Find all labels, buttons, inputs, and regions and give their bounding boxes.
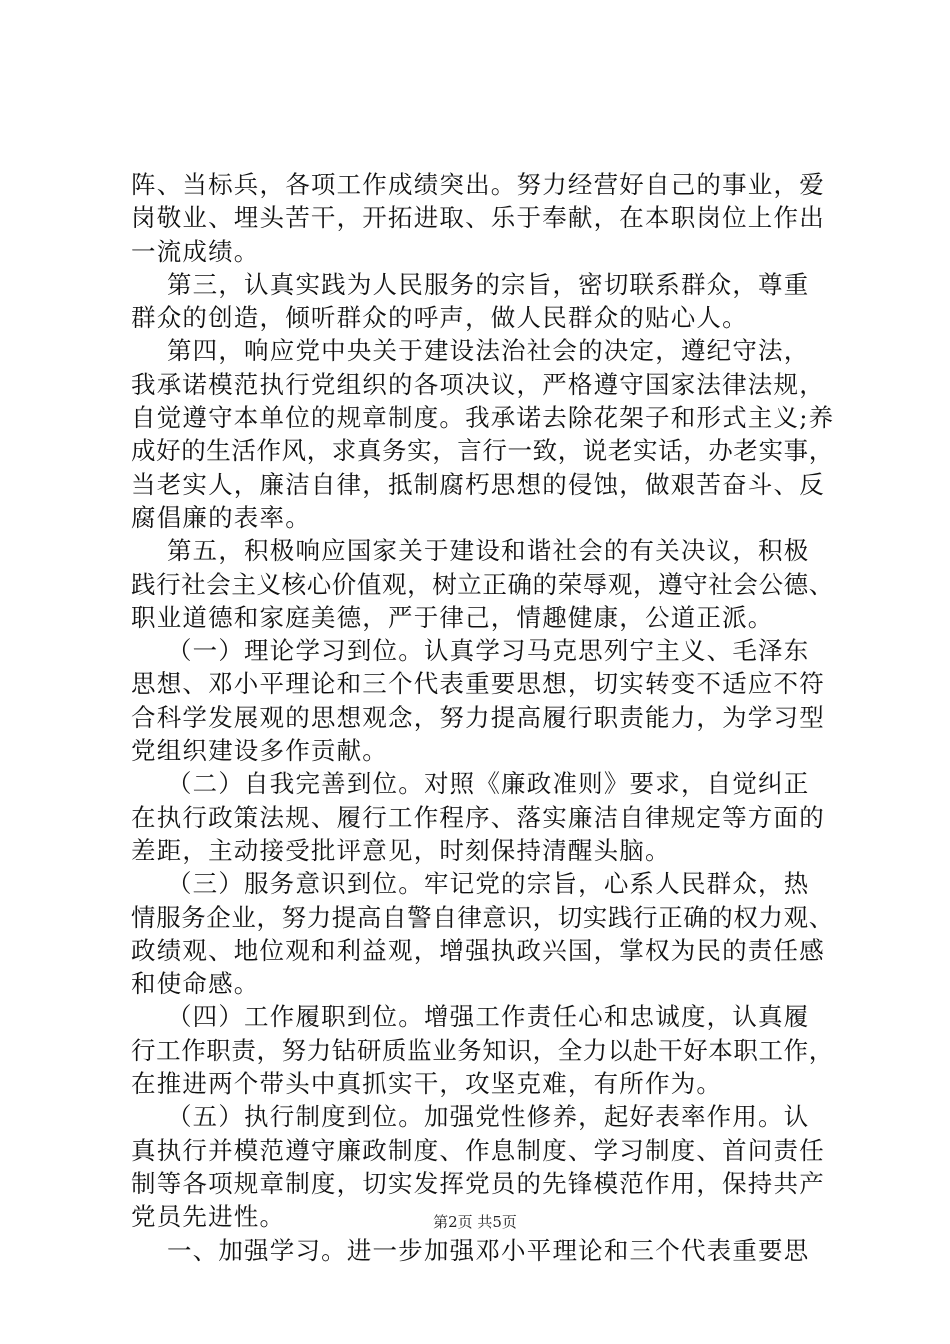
text-line: 践行社会主义核心价值观，树立正确的荣辱观，遵守社会公德、	[131, 569, 834, 599]
text-line: （三）服务意识到位。牢记党的宗旨，心系人民群众，热	[131, 869, 810, 899]
text-line: 成好的生活作风，求真务实，言行一致，说老实话，办老实事，	[131, 436, 834, 466]
text-line: 党员先进性。	[131, 1202, 286, 1232]
text-line: （五）执行制度到位。加强党性修养，起好表率作用。认	[131, 1102, 810, 1132]
text-line: 第三，认真实践为人民服务的宗旨，密切联系群众，尊重	[131, 269, 810, 299]
text-line: 真执行并模范遵守廉政制度、作息制度、学习制度、首问责任	[131, 1135, 825, 1165]
text-line: 差距，主动接受批评意见，时刻保持清醒头脑。	[131, 835, 671, 865]
text-line: 行工作职责，努力钻研质监业务知识，全力以赴干好本职工作，	[131, 1035, 834, 1065]
body-text	[131, 168, 836, 1267]
text-line: 在执行政策法规、履行工作程序、落实廉洁自律规定等方面的	[131, 802, 825, 832]
text-line: 当老实人，廉洁自律，抵制腐朽思想的侵蚀，做艰苦奋斗、反	[131, 469, 825, 499]
page-footer: 第2页 共5页	[433, 1213, 517, 1231]
text-line: 思想、邓小平理论和三个代表重要思想，切实转变不适应不符	[131, 669, 825, 699]
text-line: （二）自我完善到位。对照《廉政准则》要求，自觉纠正	[131, 769, 810, 799]
text-line: 第四，响应党中央关于建设法治社会的决定，遵纪守法，	[131, 336, 810, 366]
text-line: 自觉遵守本单位的规章制度。我承诺去除花架子和形式主义;养	[131, 403, 835, 433]
text-line: 第五，积极响应国家关于建设和谐社会的有关决议，积极	[131, 536, 810, 566]
text-line: 制等各项规章制度，切实发挥党员的先锋模范作用，保持共产	[131, 1168, 825, 1198]
text-line: （一）理论学习到位。认真学习马克思列宁主义、毛泽东	[131, 636, 810, 666]
text-line: 和使命感。	[131, 969, 260, 999]
text-line: 合科学发展观的思想观念，努力提高履行职责能力，为学习型	[131, 702, 825, 732]
text-line: 群众的创造，倾听群众的呼声，做人民群众的贴心人。	[131, 303, 748, 333]
text-line: 我承诺模范执行党组织的各项决议，严格遵守国家法律法规，	[131, 369, 825, 399]
text-line: 政绩观、地位观和利益观，增强执政兴国，掌权为民的责任感	[131, 935, 825, 965]
text-line: 岗敬业、埋头苦干，开拓进取、乐于奉献，在本职岗位上作出	[131, 203, 825, 233]
text-line: 在推进两个带头中真抓实干，攻坚克难，有所作为。	[131, 1069, 723, 1099]
text-line: 情服务企业，努力提高自警自律意识，切实践行正确的权力观、	[131, 902, 834, 932]
text-line: 职业道德和家庭美德，严于律己，情趣健康，公道正派。	[131, 602, 774, 632]
text-line: 党组织建设多作贡献。	[131, 736, 388, 766]
text-line: （四）工作履职到位。增强工作责任心和忠诚度，认真履	[131, 1002, 810, 1032]
text-line: 腐倡廉的表率。	[131, 502, 311, 532]
text-line: 一流成绩。	[131, 236, 260, 266]
text-line: 一、加强学习。进一步加强邓小平理论和三个代表重要思	[131, 1235, 810, 1265]
text-line: 阵、当标兵，各项工作成绩突出。努力经营好自己的事业，爱	[131, 170, 825, 199]
